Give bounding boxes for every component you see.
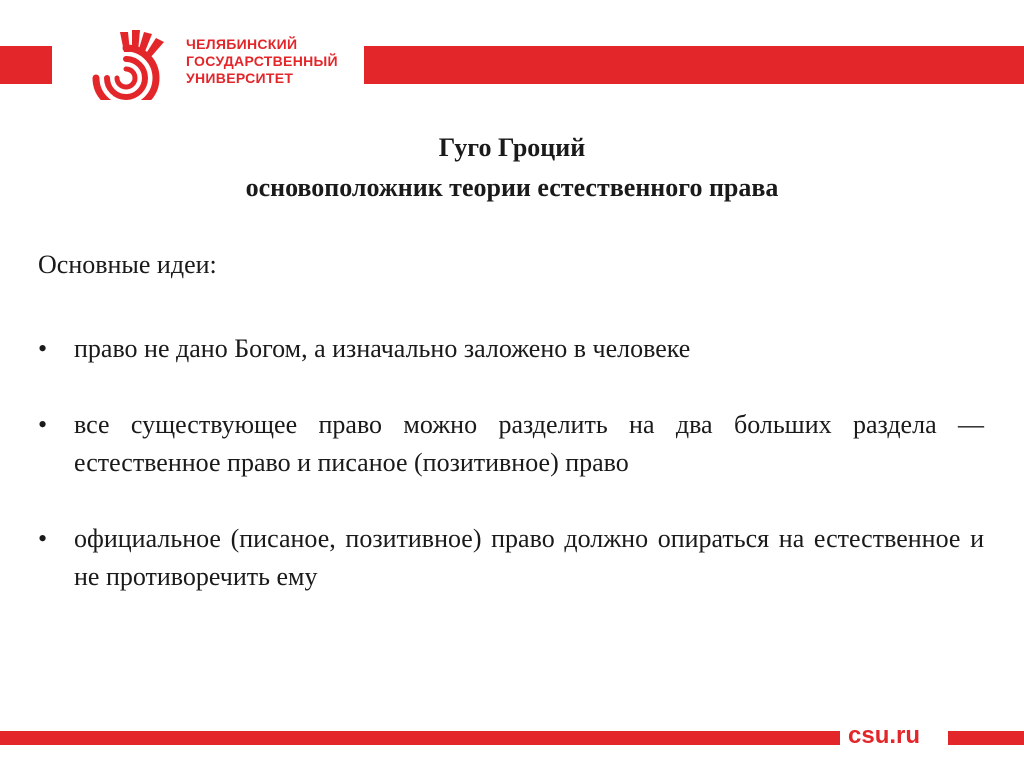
- header-bar-right: [364, 46, 1024, 84]
- slide-title: [0, 128, 1024, 208]
- footer-bar-left: [0, 731, 840, 745]
- header-bar-left: [0, 46, 52, 84]
- list-item: [38, 520, 984, 596]
- title-line-2: основоположник теории естественного права: [245, 173, 779, 202]
- ideas-list: [38, 330, 984, 596]
- bullet: •: [38, 524, 48, 553]
- footer-bar-right: [948, 731, 1024, 745]
- list-item: [38, 406, 984, 482]
- site-link[interactable]: csu.ru: [848, 722, 921, 749]
- university-name-line: ГОСУДАРСТВЕННЫЙ: [186, 53, 338, 69]
- bullet: •: [38, 410, 48, 439]
- university-name-line: ЧЕЛЯБИНСКИЙ: [186, 36, 298, 52]
- bullet: •: [38, 334, 48, 363]
- university-logo-icon: [80, 28, 170, 100]
- list-item-text: право не дано Богом, а изначально заложено в человеке: [74, 334, 691, 363]
- list-item: [38, 330, 984, 368]
- title-line-1: Гуго Гроций: [438, 133, 586, 162]
- intro-text: Основные идеи:: [38, 250, 217, 279]
- university-name-line: УНИВЕРСИТЕТ: [186, 70, 294, 86]
- list-item-text: официальное (писаное, позитивное) право должно опираться на естественное и не противоречить ему: [74, 524, 984, 591]
- list-item-text: все существующее право можно разделить на два больших раздела — естественное право и писаное (позитивное) право: [74, 410, 984, 477]
- university-name: [186, 36, 338, 87]
